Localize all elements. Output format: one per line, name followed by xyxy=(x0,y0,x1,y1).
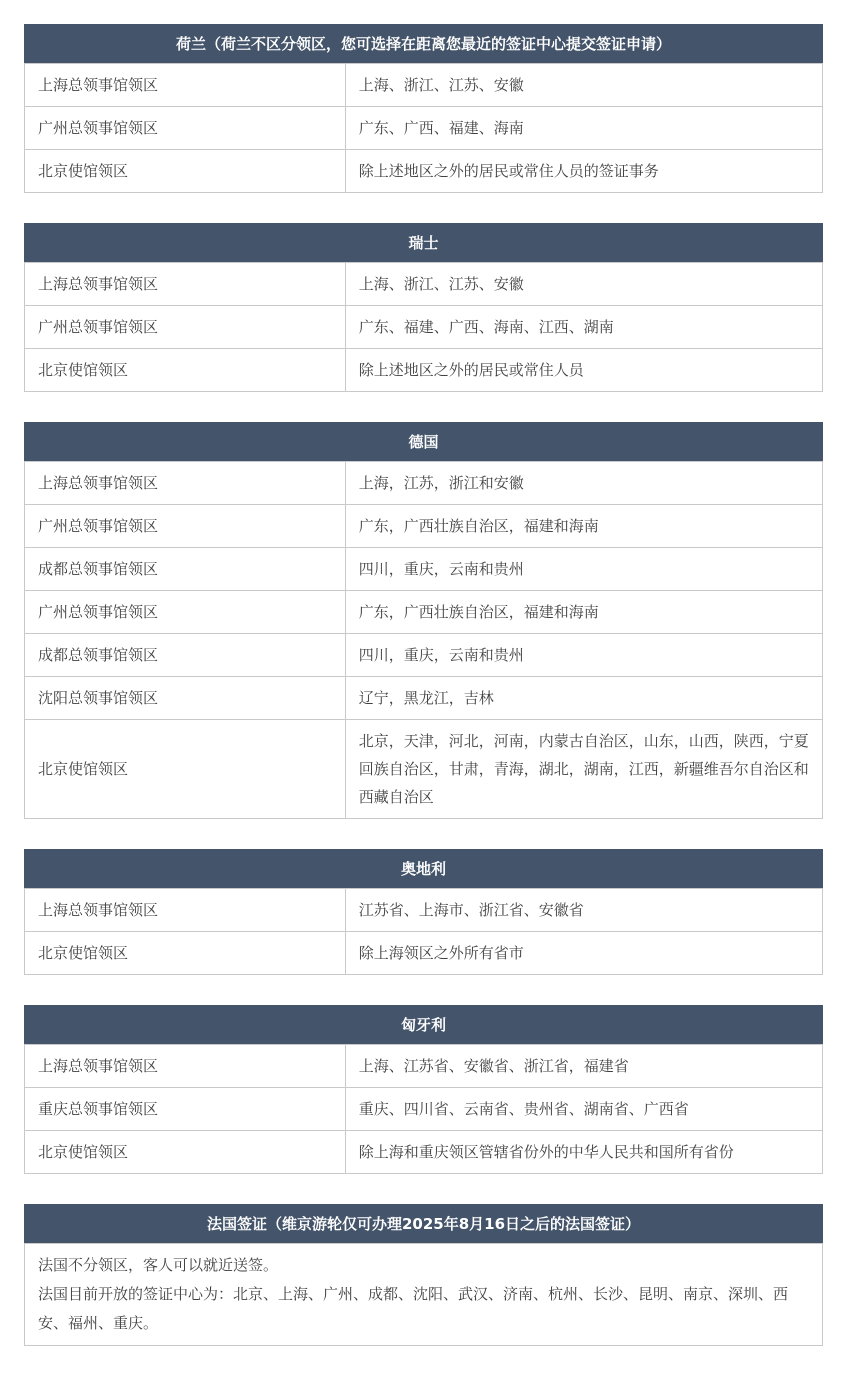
coverage-cell: 四川，重庆，云南和贵州 xyxy=(345,548,822,591)
table-france xyxy=(24,1204,823,1346)
table-title-france: 法国签证（维京游轮仅可办理2025年8月16日之后的法国签证） xyxy=(25,1205,823,1244)
coverage-cell: 广东、福建、广西、海南、江西、湖南 xyxy=(345,306,822,349)
consulate-district-cell: 成都总领事馆领区 xyxy=(25,548,346,591)
table-row xyxy=(25,263,823,306)
coverage-cell: 广东，广西壮族自治区，福建和海南 xyxy=(345,591,822,634)
coverage-cell: 除上述地区之外的居民或常住人员 xyxy=(345,349,822,392)
consulate-district-cell: 北京使馆领区 xyxy=(25,1131,346,1174)
consulate-district-cell: 上海总领事馆领区 xyxy=(25,462,346,505)
consulate-district-cell: 北京使馆领区 xyxy=(25,349,346,392)
table-row xyxy=(25,107,823,150)
consulate-district-cell: 北京使馆领区 xyxy=(25,150,346,193)
table-austria xyxy=(24,849,823,975)
consulate-district-cell: 上海总领事馆领区 xyxy=(25,263,346,306)
table-title-hungary: 匈牙利 xyxy=(25,1006,823,1045)
consulate-district-cell: 广州总领事馆领区 xyxy=(25,107,346,150)
table-header-row xyxy=(25,25,823,64)
consulate-district-cell: 北京使馆领区 xyxy=(25,720,346,819)
table-row xyxy=(25,720,823,819)
coverage-cell: 辽宁，黑龙江，吉林 xyxy=(345,677,822,720)
table-row xyxy=(25,462,823,505)
table-germany xyxy=(24,422,823,819)
consulate-district-cell: 上海总领事馆领区 xyxy=(25,889,346,932)
coverage-cell: 北京，天津，河北，河南，内蒙古自治区，山东，山西，陕西，宁夏回族自治区，甘肃，青海，湖北，湖南，江西，新疆维吾尔自治区和西藏自治区 xyxy=(345,720,822,819)
table-row xyxy=(25,64,823,107)
consulate-district-cell: 广州总领事馆领区 xyxy=(25,306,346,349)
consulate-district-cell: 上海总领事馆领区 xyxy=(25,1045,346,1088)
coverage-cell: 除上海和重庆领区管辖省份外的中华人民共和国所有省份 xyxy=(345,1131,822,1174)
france-note-cell xyxy=(25,1244,823,1346)
france-note-line2: 法国目前开放的签证中心为：北京、上海、广州、成都、沈阳、武汉、济南、杭州、长沙、昆明、南京、深圳、西安、福州、重庆。 xyxy=(38,1285,789,1332)
table-row xyxy=(25,548,823,591)
consulate-district-cell: 广州总领事馆领区 xyxy=(25,591,346,634)
coverage-cell: 上海，江苏，浙江和安徽 xyxy=(345,462,822,505)
consulate-district-cell: 上海总领事馆领区 xyxy=(25,64,346,107)
table-header-row xyxy=(25,423,823,462)
consulate-district-cell: 成都总领事馆领区 xyxy=(25,634,346,677)
coverage-cell: 上海、江苏省、安徽省、浙江省，福建省 xyxy=(345,1045,822,1088)
coverage-cell: 除上海领区之外所有省市 xyxy=(345,932,822,975)
table-title-netherlands: 荷兰（荷兰不区分领区，您可选择在距离您最近的签证中心提交签证申请） xyxy=(25,25,823,64)
table-hungary xyxy=(24,1005,823,1174)
coverage-cell: 上海、浙江、江苏、安徽 xyxy=(345,64,822,107)
table-switzerland xyxy=(24,223,823,392)
table-row xyxy=(25,1131,823,1174)
table-row xyxy=(25,1088,823,1131)
table-row xyxy=(25,932,823,975)
table-row xyxy=(25,150,823,193)
coverage-cell: 上海、浙江、江苏、安徽 xyxy=(345,263,822,306)
coverage-cell: 江苏省、上海市、浙江省、安徽省 xyxy=(345,889,822,932)
coverage-cell: 除上述地区之外的居民或常住人员的签证事务 xyxy=(345,150,822,193)
table-netherlands xyxy=(24,24,823,193)
table-row xyxy=(25,505,823,548)
table-row xyxy=(25,349,823,392)
coverage-cell: 广东、广西、福建、海南 xyxy=(345,107,822,150)
table-title-austria: 奥地利 xyxy=(25,850,823,889)
table-header-row xyxy=(25,1006,823,1045)
table-row xyxy=(25,1244,823,1346)
table-header-row xyxy=(25,1205,823,1244)
coverage-cell: 广东，广西壮族自治区，福建和海南 xyxy=(345,505,822,548)
coverage-cell: 四川，重庆，云南和贵州 xyxy=(345,634,822,677)
table-title-switzerland: 瑞士 xyxy=(25,224,823,263)
table-row xyxy=(25,1045,823,1088)
table-row xyxy=(25,306,823,349)
consulate-district-cell: 广州总领事馆领区 xyxy=(25,505,346,548)
table-title-germany: 德国 xyxy=(25,423,823,462)
consulate-district-cell: 重庆总领事馆领区 xyxy=(25,1088,346,1131)
table-row xyxy=(25,634,823,677)
table-header-row xyxy=(25,224,823,263)
table-row xyxy=(25,591,823,634)
table-row xyxy=(25,677,823,720)
table-row xyxy=(25,889,823,932)
consulate-district-cell: 沈阳总领事馆领区 xyxy=(25,677,346,720)
france-note-line1: 法国不分领区，客人可以就近送签。 xyxy=(38,1256,279,1274)
consulate-district-cell: 北京使馆领区 xyxy=(25,932,346,975)
table-header-row xyxy=(25,850,823,889)
coverage-cell: 重庆、四川省、云南省、贵州省、湖南省、广西省 xyxy=(345,1088,822,1131)
